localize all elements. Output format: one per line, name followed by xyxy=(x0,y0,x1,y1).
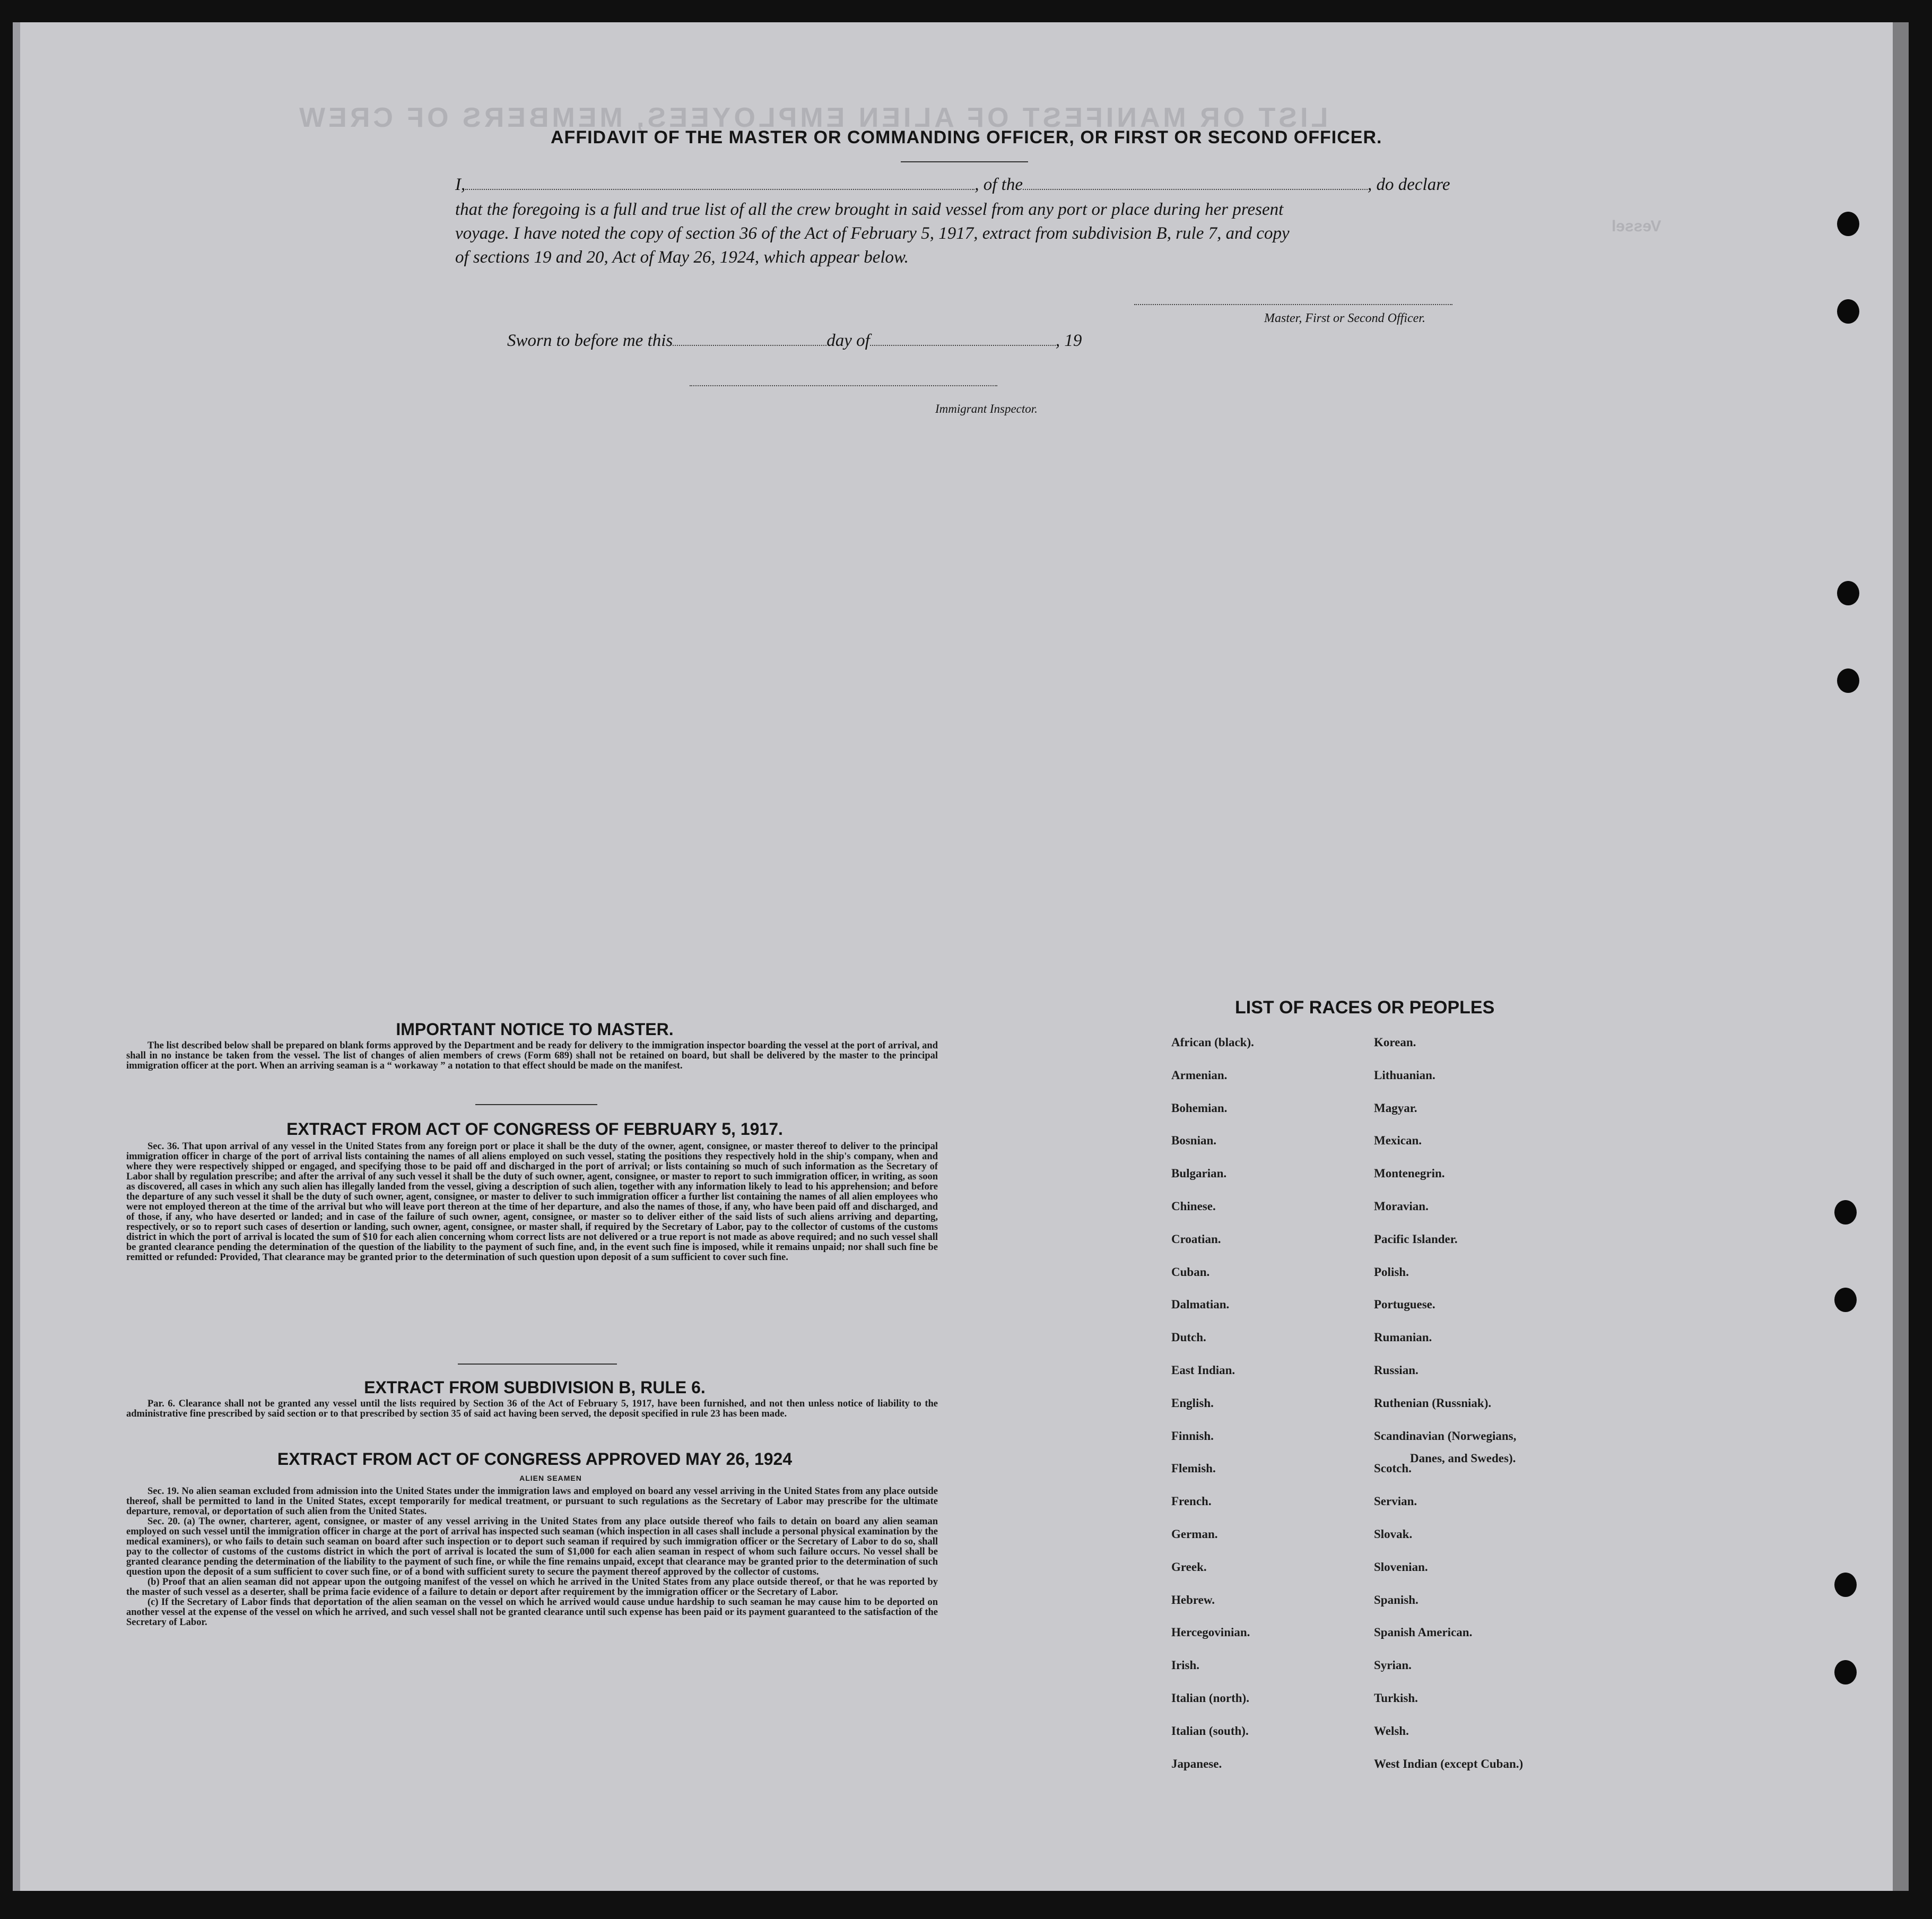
declaration-line-1: that the foregoing is a full and true list of all the crew brought in said vessel from any port or place during her present xyxy=(455,200,1284,219)
race-item: Mexican. xyxy=(1374,1134,1422,1147)
extract-1924-title: EXTRACT FROM ACT OF CONGRESS APPROVED MAY 26, 1924 xyxy=(277,1449,793,1469)
declaration-line-3: of sections 19 and 20, Act of May 26, 1924, which appear below. xyxy=(455,248,909,267)
binder-hole xyxy=(1834,1660,1857,1684)
race-item: English. xyxy=(1171,1396,1214,1410)
do-declare-label: , do declare xyxy=(1367,175,1450,194)
race-item: Korean. xyxy=(1374,1036,1416,1049)
extract-rule6-text xyxy=(126,1399,938,1419)
race-item: Chinese. xyxy=(1171,1200,1216,1213)
sec-19-paragraph: Sec. 19. No alien seaman excluded from admission into the United States under the immigration laws and employed on board any vessel arriving in the United States from any place outside thereof, shall be permitted to land in the United States, except temporarily for medical treatment, or pursuant to such regulations as the Secretary of Labor may prescribe for the ultimate departure, removal, or deportation of such alien from the United States. xyxy=(126,1486,938,1517)
bleed-through-header: LIST OR MANIFEST OF ALIEN EMPLOYEES, MEMBERS OF CREW xyxy=(296,102,1328,133)
divider xyxy=(475,1104,597,1105)
binder-hole xyxy=(1837,299,1859,324)
race-item: Greek. xyxy=(1171,1560,1207,1574)
sec-20c-paragraph: (c) If the Secretary of Labor finds that deportation of the alien seaman on the vessel on which he arrived would cause undue hardship to such seaman he may cause him to be deported on another vessel at the expense of the vessel on which he arrived, and such vessel shall not be granted clearance until such expense has been paid or its payment guaranteed to the satisfaction of the Secretary of Labor. xyxy=(126,1597,938,1628)
divider xyxy=(458,1364,617,1365)
race-item: Moravian. xyxy=(1374,1200,1429,1213)
race-item: Scotch. xyxy=(1374,1462,1412,1475)
name-blank[interactable] xyxy=(465,189,974,190)
notice-title: IMPORTANT NOTICE TO MASTER. xyxy=(396,1020,674,1039)
race-item: Spanish American. xyxy=(1374,1626,1473,1639)
extract-1924-subtitle: ALIEN SEAMEN xyxy=(519,1474,582,1482)
race-item: French. xyxy=(1171,1495,1212,1508)
race-item: Slovenian. xyxy=(1374,1560,1428,1574)
extract-1924-text xyxy=(126,1487,938,1628)
race-item: Russian. xyxy=(1374,1364,1418,1377)
race-item: Servian. xyxy=(1374,1495,1417,1508)
binder-hole xyxy=(1837,212,1859,236)
race-item: Finnish. xyxy=(1171,1429,1214,1443)
binder-hole xyxy=(1837,668,1859,693)
notice-paragraph: The list described below shall be prepared on blank forms approved by the Department and be ready for delivery to the immigration inspector boarding the vessel at the port of arrival, and shall in no instance be taken from the vessel. The list of changes of alien members of crews (Form 689) shall not be retained on board, but shall be delivered by the master to the principal immigration officer at the port. When an arriving seaman is a “ workaway ” a notation to that effect should be made on the manifest. xyxy=(126,1040,938,1071)
race-item: Croatian. xyxy=(1171,1232,1221,1246)
sworn-day-blank[interactable] xyxy=(673,345,826,346)
declaration-line-2: voyage. I have noted the copy of section 36 of the Act of February 5, 1917, extract from subdivision B, rule 7, and copy xyxy=(455,224,1290,243)
notice-text xyxy=(126,1041,938,1071)
document-page xyxy=(20,22,1893,1891)
race-item: Pacific Islander. xyxy=(1374,1232,1458,1246)
race-item: African (black). xyxy=(1171,1036,1254,1049)
race-item: Japanese. xyxy=(1171,1757,1222,1770)
race-item-scandinavian-continued: Danes, and Swedes). xyxy=(1410,1452,1516,1465)
race-item: West Indian (except Cuban.) xyxy=(1374,1757,1524,1770)
extract-rule6-title: EXTRACT FROM SUBDIVISION B, RULE 6. xyxy=(364,1378,706,1397)
binder-hole xyxy=(1837,581,1859,605)
extract-1917-title: EXTRACT FROM ACT OF CONGRESS OF FEBRUARY 5, 1917. xyxy=(286,1119,783,1139)
of-the-label: , of the xyxy=(974,175,1023,194)
sworn-month-blank[interactable] xyxy=(870,345,1056,346)
race-item: Dalmatian. xyxy=(1171,1298,1230,1311)
i-label: I, xyxy=(455,175,466,194)
race-item: Welsh. xyxy=(1374,1724,1409,1738)
race-item: Slovak. xyxy=(1374,1527,1413,1541)
sworn-line xyxy=(507,331,1082,351)
race-item: Armenian. xyxy=(1171,1069,1228,1082)
bleed-through-vessel: Vessel xyxy=(1612,218,1661,235)
race-item: Bulgarian. xyxy=(1171,1167,1227,1180)
par-6-paragraph: Par. 6. Clearance shall not be granted any vessel until the lists required by Section 36 of the Act of February 5, 1917, have been furnished, and not then unless notice of liability to the administrative fine prescribed by said section or to that prescribed by section 35 of said act having been served, the deposit specified in rule 23 has been made. xyxy=(126,1399,938,1419)
binder-hole xyxy=(1834,1573,1857,1597)
race-item: Portuguese. xyxy=(1374,1298,1435,1311)
race-item: Scandinavian (Norwegians, xyxy=(1374,1429,1517,1443)
sec-20a-paragraph: Sec. 20. (a) The owner, charterer, agent, consignee, or master of any vessel arriving in the United States from any place outside thereof who fails to detain on board any alien seaman employed on such vessel until the immigration officer in charge at the port of arrival has inspected such seaman (which inspection in all cases shall include a personal physical examination by the medical examiners), or who fails to detain such seaman on board after such inspection or to deport such seaman if required by such immigration officer or the Secretary of Labor to do so, shall pay to the collector of customs of the customs district in which the port of arrival is located the sum of $1,000 for each alien seaman in respect of whom such failure occurs. No vessel shall be granted clearance pending the determination of the liability to the payment of such fine, or while the fine remains unpaid, except that clearance may be granted prior to the determination of such question upon the deposit of a sum sufficient to cover such fine, or of a bond with sufficient surety to secure the payment thereof approved by the collector of customs. xyxy=(126,1516,938,1577)
race-item: Bohemian. xyxy=(1171,1101,1228,1115)
race-item: Polish. xyxy=(1374,1265,1409,1279)
affidavit-title: AFFIDAVIT OF THE MASTER OR COMMANDING OFFICER, OR FIRST OR SECOND OFFICER. xyxy=(551,127,1382,147)
affidavit-declare-line xyxy=(455,175,1527,195)
binder-hole xyxy=(1834,1288,1857,1312)
race-item: German. xyxy=(1171,1527,1218,1541)
inspector-signature-line[interactable] xyxy=(690,385,997,386)
race-item: Turkish. xyxy=(1374,1691,1418,1705)
vessel-blank[interactable] xyxy=(1023,189,1368,190)
race-item: Cuban. xyxy=(1171,1265,1210,1279)
race-item: Italian (north). xyxy=(1171,1691,1249,1705)
sworn-label: Sworn to before me this xyxy=(507,331,673,350)
race-item: Ruthenian (Russniak). xyxy=(1374,1396,1492,1410)
inspector-label: Immigrant Inspector. xyxy=(935,402,1038,415)
sec-36-paragraph: Sec. 36. That upon arrival of any vessel in the United States from any foreign port or place it shall be the duty of the owner, agent, consignee, or master thereof to deliver to the principal immigration officer in charge of the port of arrival lists containing the names of all aliens employed on such vessel, stating the positions they respectively hold in the ship's company, when and where they were respectively shipped or engaged, and specifying those to be paid off and discharged in the port of arrival; or lists containing so much of such information as the Secretary of Labor shall by regulation prescribe; and after the arrival of any such vessel it shall be the duty of such owner, agent, consignee, or master to report to such immigration officer, in writing, as soon as discovered, all cases in which any such alien has illegally landed from the vessel, giving a description of such alien, together with any information likely to lead to his apprehension; and before the departure of any such vessel it shall be the duty of such owner, agent, consignee, or master to deliver to such immigration officer a further list containing the names of all alien employees who were not employed thereon at the time of the arrival but who will leave port thereon at the time of her departure, and also the names of those, if any, who have been paid off and discharged, and of those, if any, who have deserted or landed; and in case of the failure of such owner, agent, consignee, or master so to deliver either of the said lists of such aliens arriving and departing, respectively, or so to report such cases of desertion or landing, such owner, agent, consignee, or master shall, if required by the Secretary of Labor, pay to the collector of customs of the customs district in which the port of arrival is located the sum of $10 for each alien concerning whom correct lists are not delivered or a true report is not made as above required; and no such vessel shall be granted clearance pending the determination of the question of the liability to the payment of such fine, and, in the event such fine is imposed, while it remains unpaid; nor shall such fine be remitted or refunded: Provided, That clearance may be granted prior to the determination of such question upon deposit of a sum sufficient to cover such fine. xyxy=(126,1141,938,1263)
race-item: Montenegrin. xyxy=(1374,1167,1445,1180)
extract-1917-text xyxy=(126,1142,938,1263)
race-item: Rumanian. xyxy=(1374,1331,1432,1344)
race-item: Hebrew. xyxy=(1171,1593,1215,1607)
race-item: Flemish. xyxy=(1171,1462,1216,1475)
sec-20b-paragraph: (b) Proof that an alien seaman did not appear upon the outgoing manifest of the vessel on which he arrived in the United States from any place outside thereof, or that he was reported by the master of such vessel as a deserter, shall be prima facie evidence of a failure to detain or deport after requirement by the immigration officer or the Secretary of Labor. xyxy=(126,1577,938,1597)
page-edge-right xyxy=(1893,22,1909,1891)
day-of-label: day of xyxy=(826,331,870,350)
divider xyxy=(901,161,1028,162)
races-title: LIST OF RACES OR PEOPLES xyxy=(1235,997,1495,1018)
year-label: , 19 xyxy=(1055,331,1082,350)
master-signature-line[interactable] xyxy=(1134,304,1452,305)
race-item: Italian (south). xyxy=(1171,1724,1249,1738)
race-item: Irish. xyxy=(1171,1658,1200,1672)
page-edge-left xyxy=(13,22,20,1891)
race-item: Hercegovinian. xyxy=(1171,1626,1250,1639)
race-item: Dutch. xyxy=(1171,1331,1206,1344)
race-item: East Indian. xyxy=(1171,1364,1235,1377)
race-item: Syrian. xyxy=(1374,1658,1412,1672)
race-item: Magyar. xyxy=(1374,1101,1417,1115)
race-item: Spanish. xyxy=(1374,1593,1418,1607)
master-signature-label: Master, First or Second Officer. xyxy=(1264,311,1425,325)
race-item: Bosnian. xyxy=(1171,1134,1217,1147)
race-item: Lithuanian. xyxy=(1374,1069,1435,1082)
binder-hole xyxy=(1834,1200,1857,1225)
